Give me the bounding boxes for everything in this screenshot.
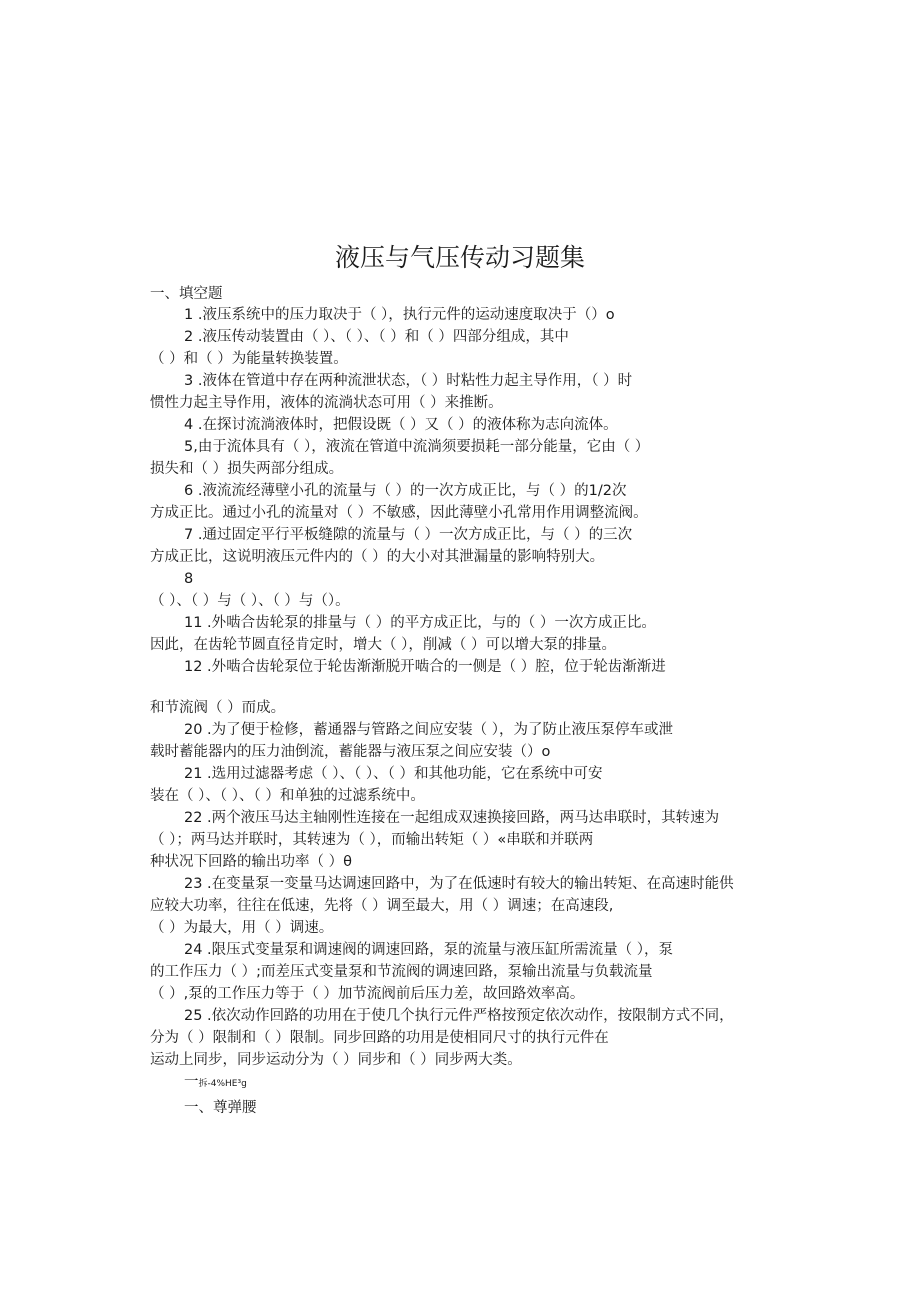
question-line: 20 .为了便于检修，蓄通器与管路之间应安装（ ），为了防止液压泵停车或泄 [184, 722, 674, 738]
question-line: （ ）、（ ）与（ ）、（ ）与（）。 [150, 593, 350, 609]
garbled-line [184, 1072, 247, 1094]
question-line: 的工作压力（ ）;而差压式变量泵和节流阀的调速回路，泵输出流量与负载流量 [150, 964, 653, 980]
section-heading-2: 一、尊弹腰 [184, 1100, 257, 1116]
question-line: （ ）为最大，用（ ）调速。 [150, 920, 334, 936]
question-line: 应较大功率，往往在低速，先将（ ）调至最大，用（ ）调速；在高速段, [150, 898, 614, 914]
question-line: 分为（ ）限制和（ ）限制。同步回路的功用是使相同尺寸的执行元件在 [150, 1030, 609, 1046]
question-line: （ ）和（ ）为能量转换装置。 [150, 351, 348, 367]
question-line: 运动上同步，同步运动分为（ ）同步和（ ）同步两大类。 [150, 1052, 522, 1068]
question-line: 4 .在探讨流淌液体时，把假设既（ ）又（ ）的液体称为志向流体。 [184, 417, 618, 433]
question-line: 3 .液体在管道中存在两种流泄状态，（ ）时粘性力起主导作用，（ ）时 [184, 373, 633, 389]
question-line: 惯性力起主导作用，液体的流淌状态可用（ ）来推断。 [150, 395, 503, 411]
question-line: 5,由于流体具有（ ），液流在管道中流淌须要损耗一部分能量，它由（ ） [184, 439, 650, 455]
question-line: 因此，在齿轮节圆直径肯定时，增大（ ），削减（ ）可以增大泵的排量。 [150, 637, 616, 653]
question-line: 7 .通过固定平行平板缝隙的流量与（ ）一次方成正比，与（ ）的三次 [184, 527, 633, 543]
document-title: 液压与气压传动习题集 [334, 243, 585, 272]
section-heading-fill-in: 一、填空题 [150, 286, 223, 302]
question-line: 23 .在变量泵一变量马达调速回路中，为了在低速时有较大的输出转矩、在高速时能供 [184, 876, 734, 892]
question-line: （ ）；两马达并联时，其转速为（ ），而输出转矩（ ）«串联和并联两 [150, 832, 594, 848]
question-line: 和节流阀（ ）而成。 [150, 700, 286, 716]
question-line: 11 .外啮合齿轮泵的排量与（ ）的平方成正比，与的（ ）一次方成正比。 [184, 615, 656, 631]
garbled-line-text: 拆-4%HE³g [198, 1079, 247, 1089]
question-line: 24 .限压式变量泵和调速阀的调速回路，泵的流量与液压缸所需流量（ ），泵 [184, 942, 674, 958]
question-line: 载时蓄能器内的压力油倒流，蓄能器与液压泵之间应安装（）o [150, 744, 551, 760]
garbled-line-prefix: 一 [184, 1074, 199, 1090]
question-line: 损失和（ ）损失两部分组成。 [150, 461, 344, 477]
question-line: 方成正比，这说明液压元件内的（ ）的大小对其泄漏量的影响特别大。 [150, 549, 605, 565]
question-line: 种状况下回路的输出功率（ ）θ [150, 854, 352, 870]
question-line: 8 [184, 571, 194, 587]
question-line: 方成正比。通过小孔的流量对（ ）不敏感，因此薄壁小孔常用作用调整流阀。 [150, 505, 648, 521]
question-line: 6 .液流流经薄壁小孔的流量与（ ）的一次方成正比，与（ ）的1/2次 [184, 483, 627, 499]
question-line: 25 .依次动作回路的功用在于使几个执行元件严格按预定依次动作，按限制方式不同， [184, 1008, 734, 1024]
question-line: （ ）,泵的工作压力等于（ ）加节流阀前后压力差，故回路效率高。 [150, 986, 585, 1002]
question-line: 12 .外啮合齿轮泵位于轮齿渐渐脱开啮合的一侧是（ ）腔，位于轮齿渐渐进 [184, 659, 666, 675]
question-line: 2 .液压传动装置由（ ）、（ ）、（ ）和（ ）四部分组成，其中 [184, 329, 569, 345]
question-line: 21 .选用过滤器考虑（ ）、（ ）、（ ）和其他功能，它在系统中可安 [184, 766, 603, 782]
question-line: 22 .两个液压马达主轴刚性连接在一起组成双速换接回路，两马达串联时，其转速为 [184, 810, 720, 826]
question-line: 1 .液压系统中的压力取决于（ ），执行元件的运动速度取决于（）o [184, 307, 615, 323]
question-line: 装在（ ）、（ ）、（ ）和单独的过滤系统中。 [150, 788, 425, 804]
